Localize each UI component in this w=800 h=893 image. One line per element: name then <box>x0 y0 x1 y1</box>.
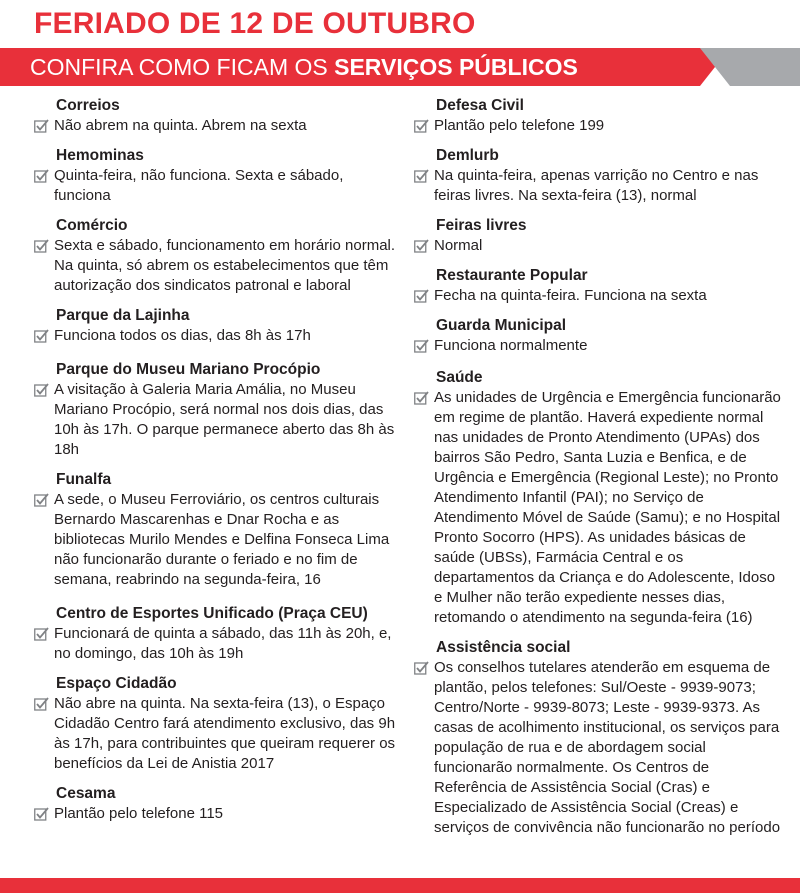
checkbox-check-icon <box>34 493 49 508</box>
service-text: Não abre na quinta. Na sexta-feira (13), o Espaço Cidadão Centro fará atendimento exclusivo, das 9h às 17h, para contribuintes que queiram requerer os benefícios da Lei de Anistia 2017 <box>54 695 396 772</box>
checkbox-check-icon <box>414 339 429 354</box>
left-column <box>34 96 402 824</box>
service-heading: Espaço Cidadão <box>56 675 177 692</box>
service-heading: Centro de Esportes Unificado (Praça CEU) <box>56 605 368 622</box>
service-text: Quinta-feira, não funciona. Sexta e sábado, funciona <box>54 167 344 204</box>
service-demlurb <box>414 146 784 206</box>
service-text: Os conselhos tutelares atenderão em esquema de plantão, pelos telefones: Sul/Oeste - 9939-9073; Centro/Norte - 9939-8073; Leste - 9939-9373. As casas de acolhimento institucional, os serviços para população de rua e de abordagem social funcionarão normalmente. Os Centros de Referência de Assistência Social (Cras) e Especializado de Assistência Social (Creas) e serviços de convivência não funcionarão no período <box>434 659 781 836</box>
service-heading: Funalfa <box>56 471 112 488</box>
checkbox-check-icon <box>34 807 49 822</box>
service-heading: Parque do Museu Mariano Procópio <box>56 361 321 378</box>
service-comercio <box>34 216 402 296</box>
service-funalfa <box>34 470 402 590</box>
service-hemominas <box>34 146 402 206</box>
service-heading: Assistência social <box>436 639 571 656</box>
checkbox-check-icon <box>34 383 49 398</box>
service-text: Normal <box>434 237 483 254</box>
checkbox-check-icon <box>34 119 49 134</box>
service-correios <box>34 96 402 136</box>
service-text: Não abrem na quinta. Abrem na sexta <box>54 117 307 134</box>
service-text: Plantão pelo telefone 115 <box>54 805 224 822</box>
service-feiras-livres <box>414 216 784 256</box>
subtitle-banner <box>0 48 800 86</box>
right-column <box>414 96 784 838</box>
checkbox-check-icon <box>34 169 49 184</box>
service-heading: Saúde <box>436 369 483 386</box>
service-text: Fecha na quinta-feira. Funciona na sexta <box>434 287 707 304</box>
service-parque-museu <box>34 360 402 460</box>
service-heading: Comércio <box>56 217 128 234</box>
service-text: A sede, o Museu Ferroviário, os centros culturais Bernardo Mascarenhas e Dnar Rocha e as bibliotecas Murilo Mendes e Delfina Fonseca Lima não funcionarão durante o feriado e no fim de semana, reabrindo na segunda-feira, 16 <box>54 491 390 588</box>
checkbox-check-icon <box>414 289 429 304</box>
service-heading: Correios <box>56 97 120 114</box>
service-text: Plantão pelo telefone 199 <box>434 117 605 134</box>
bottom-red-bar <box>0 878 800 893</box>
service-heading: Demlurb <box>436 147 499 164</box>
page-title: FERIADO DE 12 DE OUTUBRO <box>34 7 476 40</box>
checkbox-check-icon <box>414 119 429 134</box>
checkbox-check-icon <box>414 391 429 406</box>
service-text: Na quinta-feira, apenas varrição no Centro e nas feiras livres. Na sexta-feira (13), normal <box>434 167 759 204</box>
service-text: Funciona todos os dias, das 8h às 17h <box>54 327 311 344</box>
service-heading: Cesama <box>56 785 116 802</box>
service-text: Funciona normalmente <box>434 337 588 354</box>
checkbox-check-icon <box>34 239 49 254</box>
service-heading: Hemominas <box>56 147 144 164</box>
service-saude <box>414 368 784 628</box>
service-praca-ceu <box>34 604 402 664</box>
checkbox-check-icon <box>414 661 429 676</box>
service-cesama <box>34 784 402 824</box>
service-text: As unidades de Urgência e Emergência funcionarão em regime de plantão. Haverá expediente normal nas unidades de Pronto Atendimento (UPAs) dos bairros São Pedro, Santa Luzia e Benfica, e de Urgência e Emergência (Regional Leste); no Pronto Atendimento Infantil (PAI); no Serviço de Atendimento Móvel de Saúde (Samu); e no Hospital Pronto Socorro (HPS). As unidades básicas de saúde (UBSs), Farmácia Central e os departamentos da Criança e do Adolescente, Idoso e Mulher não terão expediente nesses dias, retomando o atendimento na segunda-feira (16) <box>434 389 781 626</box>
service-heading: Feiras livres <box>436 217 527 234</box>
banner-prefix: CONFIRA COMO FICAM OS <box>30 54 335 80</box>
service-espaco-cidadao <box>34 674 402 774</box>
service-parque-lajinha <box>34 306 402 346</box>
checkbox-check-icon <box>34 627 49 642</box>
service-heading: Defesa Civil <box>436 97 524 114</box>
checkbox-check-icon <box>414 239 429 254</box>
service-heading: Parque da Lajinha <box>56 307 190 324</box>
service-text: A visitação à Galeria Maria Amália, no Museu Mariano Procópio, será normal nos dois dias, das 10h às 17h. O parque permanece aberto das 8h às 18h <box>54 381 395 458</box>
service-text: Sexta e sábado, funcionamento em horário normal. Na quinta, só abrem os estabelecimentos que têm autorização dos sindicatos patronal e laboral <box>54 237 396 294</box>
banner-emphasis: SERVIÇOS PÚBLICOS <box>334 54 578 80</box>
checkbox-check-icon <box>414 169 429 184</box>
service-heading: Restaurante Popular <box>436 267 588 284</box>
service-assistencia-social <box>414 638 784 838</box>
service-guarda-municipal <box>414 316 784 356</box>
service-text: Funcionará de quinta a sábado, das 11h às 20h, e, no domingo, das 10h às 19h <box>54 625 392 662</box>
service-restaurante-popular <box>414 266 784 306</box>
banner-text <box>30 48 578 86</box>
checkbox-check-icon <box>34 329 49 344</box>
service-defesa-civil <box>414 96 784 136</box>
service-heading: Guarda Municipal <box>436 317 567 334</box>
checkbox-check-icon <box>34 697 49 712</box>
